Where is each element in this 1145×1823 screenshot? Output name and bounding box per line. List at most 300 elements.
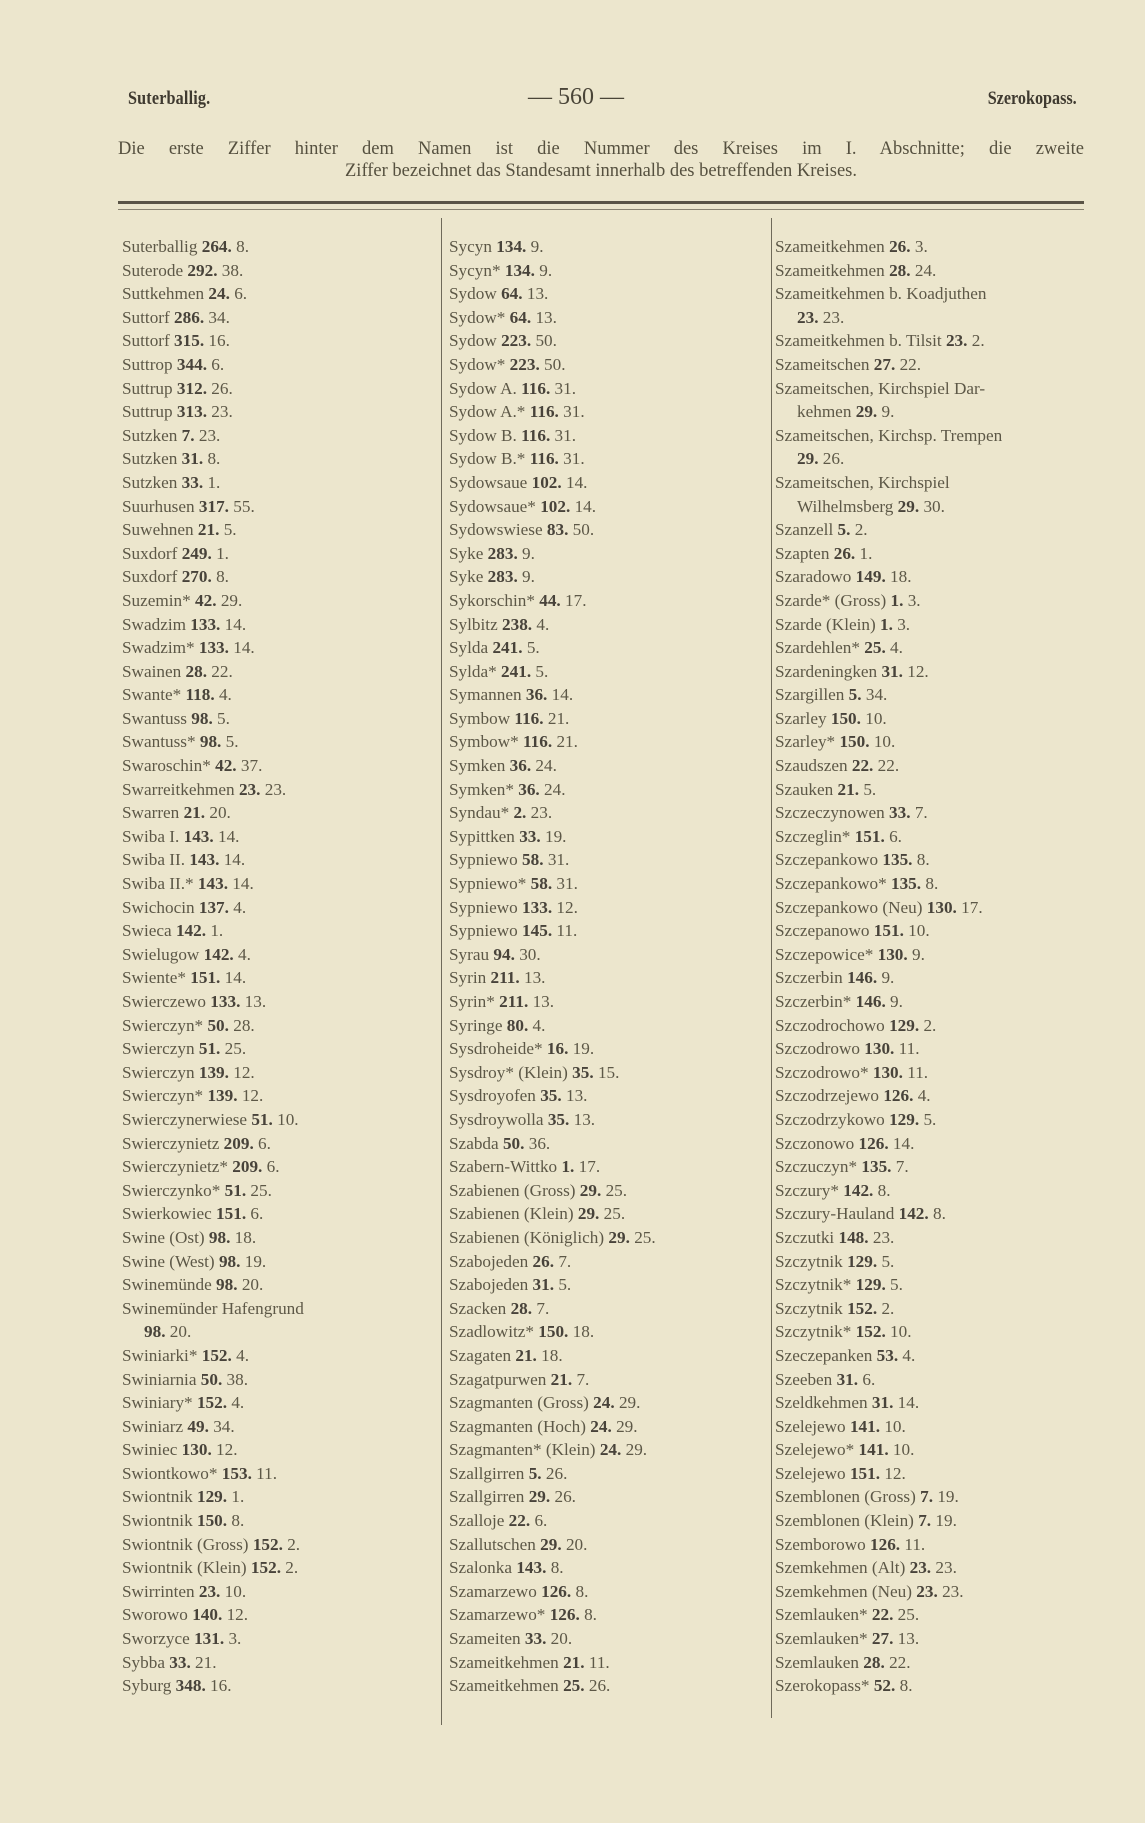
kreis-number: 146.	[855, 992, 886, 1011]
place-name: Syburg	[122, 1676, 172, 1696]
place-name: Swierczyn*	[122, 1086, 204, 1106]
standesamt-number: 25.	[250, 1180, 272, 1200]
index-entry	[449, 660, 769, 684]
index-entry	[122, 447, 422, 471]
kreis-number: 58.	[530, 874, 553, 894]
index-entry	[449, 353, 769, 377]
kreis-number: 29.	[540, 1534, 562, 1554]
standesamt-number: 14.	[224, 968, 247, 988]
kreis-number: 153.	[221, 1463, 252, 1483]
index-entry	[775, 1132, 1095, 1156]
place-name: Szalloje	[449, 1511, 505, 1531]
place-name: Sylbitz	[449, 614, 498, 634]
standesamt-number: 16.	[210, 1676, 232, 1696]
kreis-number: 7.	[918, 1511, 932, 1531]
place-name: Symbow	[449, 708, 511, 728]
kreis-number: 211.	[499, 992, 529, 1011]
place-name: Sypittken	[449, 826, 515, 846]
standesamt-number: 6.	[211, 354, 225, 374]
kreis-number: 145.	[522, 921, 553, 941]
index-entry	[775, 1674, 1095, 1698]
index-entry	[122, 400, 422, 424]
standesamt-number: 24.	[544, 779, 566, 799]
kreis-number: 7.	[181, 425, 195, 445]
kreis-number: 29.	[855, 402, 878, 422]
place-name: Swierczynietz	[122, 1133, 220, 1153]
kreis-number: 58.	[522, 850, 544, 870]
kreis-number: 131.	[194, 1629, 225, 1649]
standesamt-number: 17.	[961, 897, 983, 917]
kreis-number: 150.	[538, 1322, 569, 1342]
index-entry	[775, 353, 1095, 377]
standesamt-number: 21.	[547, 708, 570, 728]
place-name: Swaroschin*	[122, 756, 211, 776]
place-name: Szabojeden	[449, 1251, 529, 1271]
index-entry	[449, 565, 769, 589]
standesamt-number: 23.	[822, 307, 845, 327]
index-entry	[775, 1108, 1095, 1132]
place-name: Szemkehmen (Alt)	[775, 1558, 906, 1578]
standesamt-number: 11.	[556, 921, 578, 941]
place-name-continued: Wilhelmsberg	[797, 496, 894, 516]
standesamt-number: 4.	[890, 638, 903, 658]
index-entry	[449, 1250, 769, 1274]
kreis-number: 116.	[523, 732, 553, 752]
index-entry	[122, 1179, 422, 1203]
index-entry	[122, 872, 422, 896]
column-divider-1	[441, 218, 442, 1725]
index-entry	[122, 329, 422, 353]
place-name: Sypniewo	[449, 921, 518, 941]
index-entry	[122, 1556, 422, 1580]
standesamt-number: 13.	[573, 1109, 596, 1129]
place-name: Swierczyn	[122, 1062, 195, 1082]
standesamt-number: 29.	[616, 1416, 638, 1436]
kreis-number: 27.	[871, 1629, 894, 1649]
standesamt-number: 4.	[917, 1086, 931, 1106]
kreis-number: 142.	[175, 921, 207, 941]
kreis-number: 1.	[890, 590, 904, 610]
kreis-number: 116.	[514, 708, 544, 728]
index-entry	[449, 282, 769, 306]
standesamt-number: 2.	[854, 520, 868, 540]
index-entry	[449, 1509, 769, 1533]
index-entry	[775, 1580, 1095, 1604]
standesamt-number: 5.	[863, 779, 877, 799]
standesamt-number: 2.	[923, 1015, 937, 1035]
standesamt-number: 11.	[588, 1652, 610, 1672]
kreis-number: 24.	[208, 284, 230, 304]
kreis-number: 211.	[490, 968, 520, 988]
standesamt-number: 26.	[588, 1676, 611, 1696]
place-name: Szczytnik	[775, 1251, 843, 1271]
place-name: Szemlauken	[775, 1652, 859, 1672]
standesamt-number: 5.	[558, 1275, 572, 1295]
kreis-number: 152.	[196, 1393, 228, 1413]
index-entry	[122, 613, 422, 637]
index-entry	[122, 1368, 422, 1392]
place-name: Szameitkehmen b. Tilsit	[775, 331, 942, 351]
standesamt-number: 10.	[865, 708, 887, 728]
kreis-number: 98.	[199, 732, 222, 752]
kreis-number: 141.	[849, 1416, 881, 1436]
place-name: Sysdroheide*	[449, 1039, 543, 1059]
place-name: Szarde* (Gross)	[775, 590, 887, 610]
index-entry	[122, 1391, 422, 1415]
kreis-number: 151.	[216, 1204, 247, 1224]
standesamt-number: 7.	[536, 1298, 550, 1318]
kreis-number: 142.	[898, 1204, 929, 1224]
standesamt-number: 18.	[541, 1345, 563, 1365]
index-entry	[449, 613, 769, 637]
standesamt-number: 19.	[244, 1251, 267, 1271]
standesamt-number: 5.	[225, 732, 239, 752]
index-entry	[122, 919, 422, 943]
place-name: Szagmanten* (Klein)	[449, 1440, 596, 1460]
standesamt-number: 4.	[536, 614, 550, 634]
kreis-number: 33.	[181, 472, 204, 492]
index-entry	[449, 235, 769, 259]
kreis-number: 241.	[501, 661, 532, 681]
standesamt-number: 2.	[881, 1298, 895, 1318]
index-entry	[775, 1155, 1095, 1179]
standesamt-number: 14.	[224, 614, 247, 634]
standesamt-number: 12.	[226, 1605, 249, 1625]
index-entry	[449, 896, 769, 920]
standesamt-number: 12.	[216, 1440, 238, 1460]
kreis-number: 344.	[176, 354, 207, 374]
running-head	[128, 84, 1077, 118]
kreis-number: 52.	[873, 1676, 896, 1696]
place-name: Szadlowitz*	[449, 1322, 534, 1342]
kreis-number: 25.	[864, 638, 886, 658]
place-name: Suurhusen	[122, 496, 195, 516]
kreis-number: 31.	[871, 1393, 894, 1413]
standesamt-number: 3.	[228, 1629, 242, 1649]
place-name: Szapten	[775, 543, 830, 563]
index-entry	[122, 1438, 422, 1462]
kreis-number: 126.	[883, 1086, 914, 1106]
place-name: Szameitkehmen	[775, 237, 885, 256]
kreis-number: 7.	[920, 1487, 934, 1507]
place-name: Suterode	[122, 260, 184, 280]
standesamt-number: 13.	[565, 1086, 588, 1106]
index-entry	[449, 636, 769, 660]
index-entry	[122, 1674, 422, 1698]
place-name: Symannen	[449, 685, 522, 705]
index-entry	[449, 424, 769, 448]
kreis-number: 348.	[175, 1676, 206, 1696]
index-entry	[122, 1580, 422, 1604]
place-name: Swadzim	[122, 614, 186, 634]
kreis-number: 102.	[531, 472, 562, 492]
kreis-number: 64.	[509, 307, 532, 327]
place-name: Swinemünde	[122, 1275, 212, 1295]
place-name: Swiniec	[122, 1440, 178, 1460]
index-entry	[775, 1651, 1095, 1675]
kreis-number: 130.	[926, 897, 957, 917]
standesamt-number: 1.	[216, 543, 229, 563]
place-name: Sysdroywolla	[449, 1109, 544, 1129]
index-entry	[449, 966, 769, 990]
kreis-number: 126.	[549, 1605, 580, 1625]
place-name: Sybba	[122, 1652, 165, 1672]
place-name: Suxdorf	[122, 567, 178, 587]
place-name: Swine (West)	[122, 1251, 215, 1271]
standesamt-number: 5.	[923, 1109, 937, 1129]
kreis-number: 21.	[550, 1369, 573, 1389]
index-entry	[449, 1415, 769, 1439]
kreis-number: 151.	[849, 1463, 881, 1483]
kreis-number: 22.	[508, 1511, 531, 1531]
standesamt-number: 23.	[211, 402, 233, 422]
index-entry	[775, 282, 1095, 329]
place-name: Syndau*	[449, 803, 510, 823]
place-name: Swiente*	[122, 968, 186, 988]
standesamt-number: 11.	[256, 1463, 278, 1483]
kreis-number: 292.	[187, 260, 218, 280]
kreis-number: 223.	[501, 331, 532, 351]
kreis-number: 29.	[608, 1227, 630, 1247]
index-entry	[122, 424, 422, 448]
index-entry	[122, 1132, 422, 1156]
standesamt-number: 5.	[535, 661, 549, 681]
kreis-number: 23.	[909, 1558, 932, 1578]
standesamt-number: 14.	[892, 1133, 915, 1153]
index-entry	[449, 683, 769, 707]
standesamt-number: 6.	[234, 284, 248, 304]
standesamt-number: 8.	[916, 850, 930, 870]
standesamt-number: 4.	[902, 1345, 916, 1365]
standesamt-number: 8.	[216, 567, 229, 587]
standesamt-number: 13.	[526, 284, 549, 304]
kreis-number: 26.	[889, 237, 911, 256]
kreis-number: 23.	[797, 307, 819, 327]
index-entry	[775, 589, 1095, 613]
place-name: Szczepowice*	[775, 944, 874, 964]
index-entry	[449, 872, 769, 896]
index-entry	[775, 1509, 1095, 1533]
index-entry	[775, 259, 1095, 283]
kreis-number: 116.	[521, 425, 551, 445]
place-name: Szameiten	[449, 1629, 521, 1649]
standesamt-number: 14.	[574, 496, 597, 516]
index-entry	[122, 1250, 422, 1274]
index-entry	[775, 896, 1095, 920]
place-name: Syringe	[449, 1015, 503, 1035]
kreis-number: 317.	[198, 496, 229, 516]
index-entry	[775, 801, 1095, 825]
kreis-number: 135.	[882, 850, 913, 870]
kreis-number: 152.	[250, 1558, 281, 1578]
kreis-number: 83.	[546, 520, 569, 540]
header-first-entry: Suterballig.	[128, 88, 211, 109]
place-name: Sylda	[449, 638, 489, 658]
standesamt-number: 12.	[556, 897, 578, 917]
standesamt-number: 13.	[532, 992, 555, 1011]
place-name: Swainen	[122, 661, 182, 681]
place-name: Szameitkehmen b. Koadjuthen	[775, 284, 987, 304]
index-entry	[122, 1533, 422, 1557]
standesamt-number: 23.	[872, 1227, 895, 1247]
index-entry	[775, 1556, 1095, 1580]
index-entry	[449, 1368, 769, 1392]
place-name: Szaudszen	[775, 756, 848, 776]
place-name: Suttrup	[122, 402, 173, 422]
index-entry	[775, 990, 1095, 1014]
standesamt-number: 2.	[285, 1558, 299, 1578]
place-name: Suxdorf	[122, 543, 178, 563]
standesamt-number: 25.	[224, 1039, 247, 1059]
kreis-number: 150.	[830, 708, 861, 728]
standesamt-number: 19.	[572, 1039, 595, 1059]
kreis-number: 130.	[877, 944, 908, 964]
place-name: Szarley*	[775, 732, 836, 752]
place-name: Swierczynietz*	[122, 1157, 228, 1177]
place-name: Szargillen	[775, 685, 845, 705]
standesamt-number: 13.	[244, 992, 267, 1011]
index-entry	[449, 1202, 769, 1226]
place-name: Szagaten	[449, 1345, 512, 1365]
kreis-number: 21.	[197, 520, 220, 540]
header-last-entry: Szerokopass.	[988, 88, 1077, 109]
kreis-number: 22.	[871, 1605, 894, 1625]
kreis-number: 33.	[889, 803, 911, 823]
kreis-number: 143.	[189, 850, 220, 870]
kreis-number: 129.	[847, 1251, 878, 1271]
standesamt-number: 23.	[198, 425, 221, 445]
standesamt-number: 50.	[544, 354, 566, 374]
place-name: Suttkehmen	[122, 284, 205, 304]
standesamt-number: 3.	[914, 237, 928, 256]
kreis-number: 116.	[521, 378, 551, 398]
place-name: Szczury-Hauland	[775, 1204, 895, 1224]
kreis-number: 28.	[510, 1298, 533, 1318]
standesamt-number: 9.	[539, 260, 553, 280]
standesamt-number: 1.	[210, 921, 224, 941]
standesamt-number: 23.	[935, 1558, 957, 1578]
kreis-number: 50.	[207, 1015, 229, 1035]
index-entry	[122, 589, 422, 613]
place-name: Swierczewo	[122, 992, 206, 1011]
place-name: Swierczynerwiese	[122, 1109, 248, 1129]
standesamt-number: 1.	[207, 472, 221, 492]
place-name: Swante*	[122, 685, 182, 705]
index-entry	[449, 1320, 769, 1344]
index-entry	[775, 872, 1095, 896]
standesamt-number: 10.	[277, 1109, 299, 1129]
kreis-number: 50.	[502, 1133, 525, 1153]
kreis-number: 152.	[855, 1322, 886, 1342]
place-name: Szabienen (Klein)	[449, 1204, 574, 1224]
index-entry	[775, 613, 1095, 637]
standesamt-number: 10.	[224, 1581, 247, 1601]
place-name: Szelejewo*	[775, 1440, 855, 1460]
entry-continuation	[775, 447, 1095, 471]
index-entry	[449, 919, 769, 943]
place-name: Szameitschen, Kirchspiel	[775, 472, 950, 492]
index-entry	[775, 1485, 1095, 1509]
place-name: Szelejewo	[775, 1416, 846, 1436]
standesamt-number: 12.	[233, 1062, 255, 1082]
index-entry	[449, 518, 769, 542]
standesamt-number: 29.	[625, 1440, 648, 1460]
place-name: Szabojeden	[449, 1275, 529, 1295]
kreis-number: 129.	[196, 1487, 228, 1507]
index-entry	[122, 259, 422, 283]
standesamt-number: 14.	[565, 472, 588, 492]
standesamt-number: 7.	[895, 1157, 909, 1177]
kreis-number: 141.	[858, 1440, 889, 1460]
standesamt-number: 14.	[232, 874, 254, 894]
standesamt-number: 9.	[522, 567, 535, 587]
standesamt-number: 14.	[897, 1393, 920, 1413]
standesamt-number: 23.	[264, 779, 287, 799]
standesamt-number: 5.	[217, 708, 230, 728]
place-name: Swine (Ost)	[122, 1227, 205, 1247]
place-name: Szczeglin*	[775, 826, 851, 846]
index-entry	[122, 1202, 422, 1226]
place-name: Sydow*	[449, 307, 506, 327]
standesamt-number: 19.	[937, 1487, 959, 1507]
column-divider-2	[771, 218, 772, 1718]
kreis-number: 312.	[176, 378, 207, 398]
kreis-number: 64.	[501, 284, 523, 304]
standesamt-number: 19.	[935, 1511, 957, 1531]
index-entry	[449, 1061, 769, 1085]
kreis-number: 142.	[843, 1180, 874, 1200]
standesamt-number: 11.	[904, 1534, 926, 1554]
kreis-number: 313.	[176, 402, 207, 422]
index-entry	[449, 1556, 769, 1580]
standesamt-number: 30.	[519, 944, 541, 964]
place-name: Sypniewo*	[449, 874, 527, 894]
kreis-number: 36.	[518, 779, 540, 799]
place-name: Szagatpurwen	[449, 1369, 547, 1389]
index-entry	[122, 1627, 422, 1651]
place-name: Szabern-Wittko	[449, 1157, 558, 1177]
place-name: Szameitschen	[775, 354, 870, 374]
index-entry	[449, 259, 769, 283]
place-name: Suttrop	[122, 354, 173, 374]
index-entry	[775, 1037, 1095, 1061]
index-entry	[775, 471, 1095, 518]
standesamt-number: 9.	[911, 944, 925, 964]
kreis-number: 130.	[872, 1062, 903, 1082]
index-entry	[122, 1603, 422, 1627]
place-name: Sycyn	[449, 237, 492, 256]
kreis-number: 283.	[487, 543, 518, 563]
standesamt-number: 8.	[932, 1204, 946, 1224]
place-name: Swinemünder Hafengrund	[122, 1298, 304, 1318]
kreis-number: 29.	[577, 1204, 600, 1224]
place-name: Szczuczyn*	[775, 1157, 858, 1177]
index-entry	[449, 1580, 769, 1604]
standesamt-number: 37.	[240, 756, 263, 776]
index-entry	[449, 542, 769, 566]
kreis-number: 223.	[509, 354, 540, 374]
kreis-number: 135.	[861, 1157, 892, 1177]
kreis-number: 1.	[561, 1157, 575, 1177]
kreis-number: 51.	[251, 1109, 273, 1129]
standesamt-number: 18.	[234, 1227, 257, 1247]
kreis-number: 25.	[563, 1676, 585, 1696]
kreis-number: 98.	[218, 1251, 241, 1271]
place-name: Szagmanten (Hoch)	[449, 1416, 586, 1436]
kreis-number: 143.	[197, 874, 228, 894]
index-entry	[122, 943, 422, 967]
index-entry	[122, 801, 422, 825]
